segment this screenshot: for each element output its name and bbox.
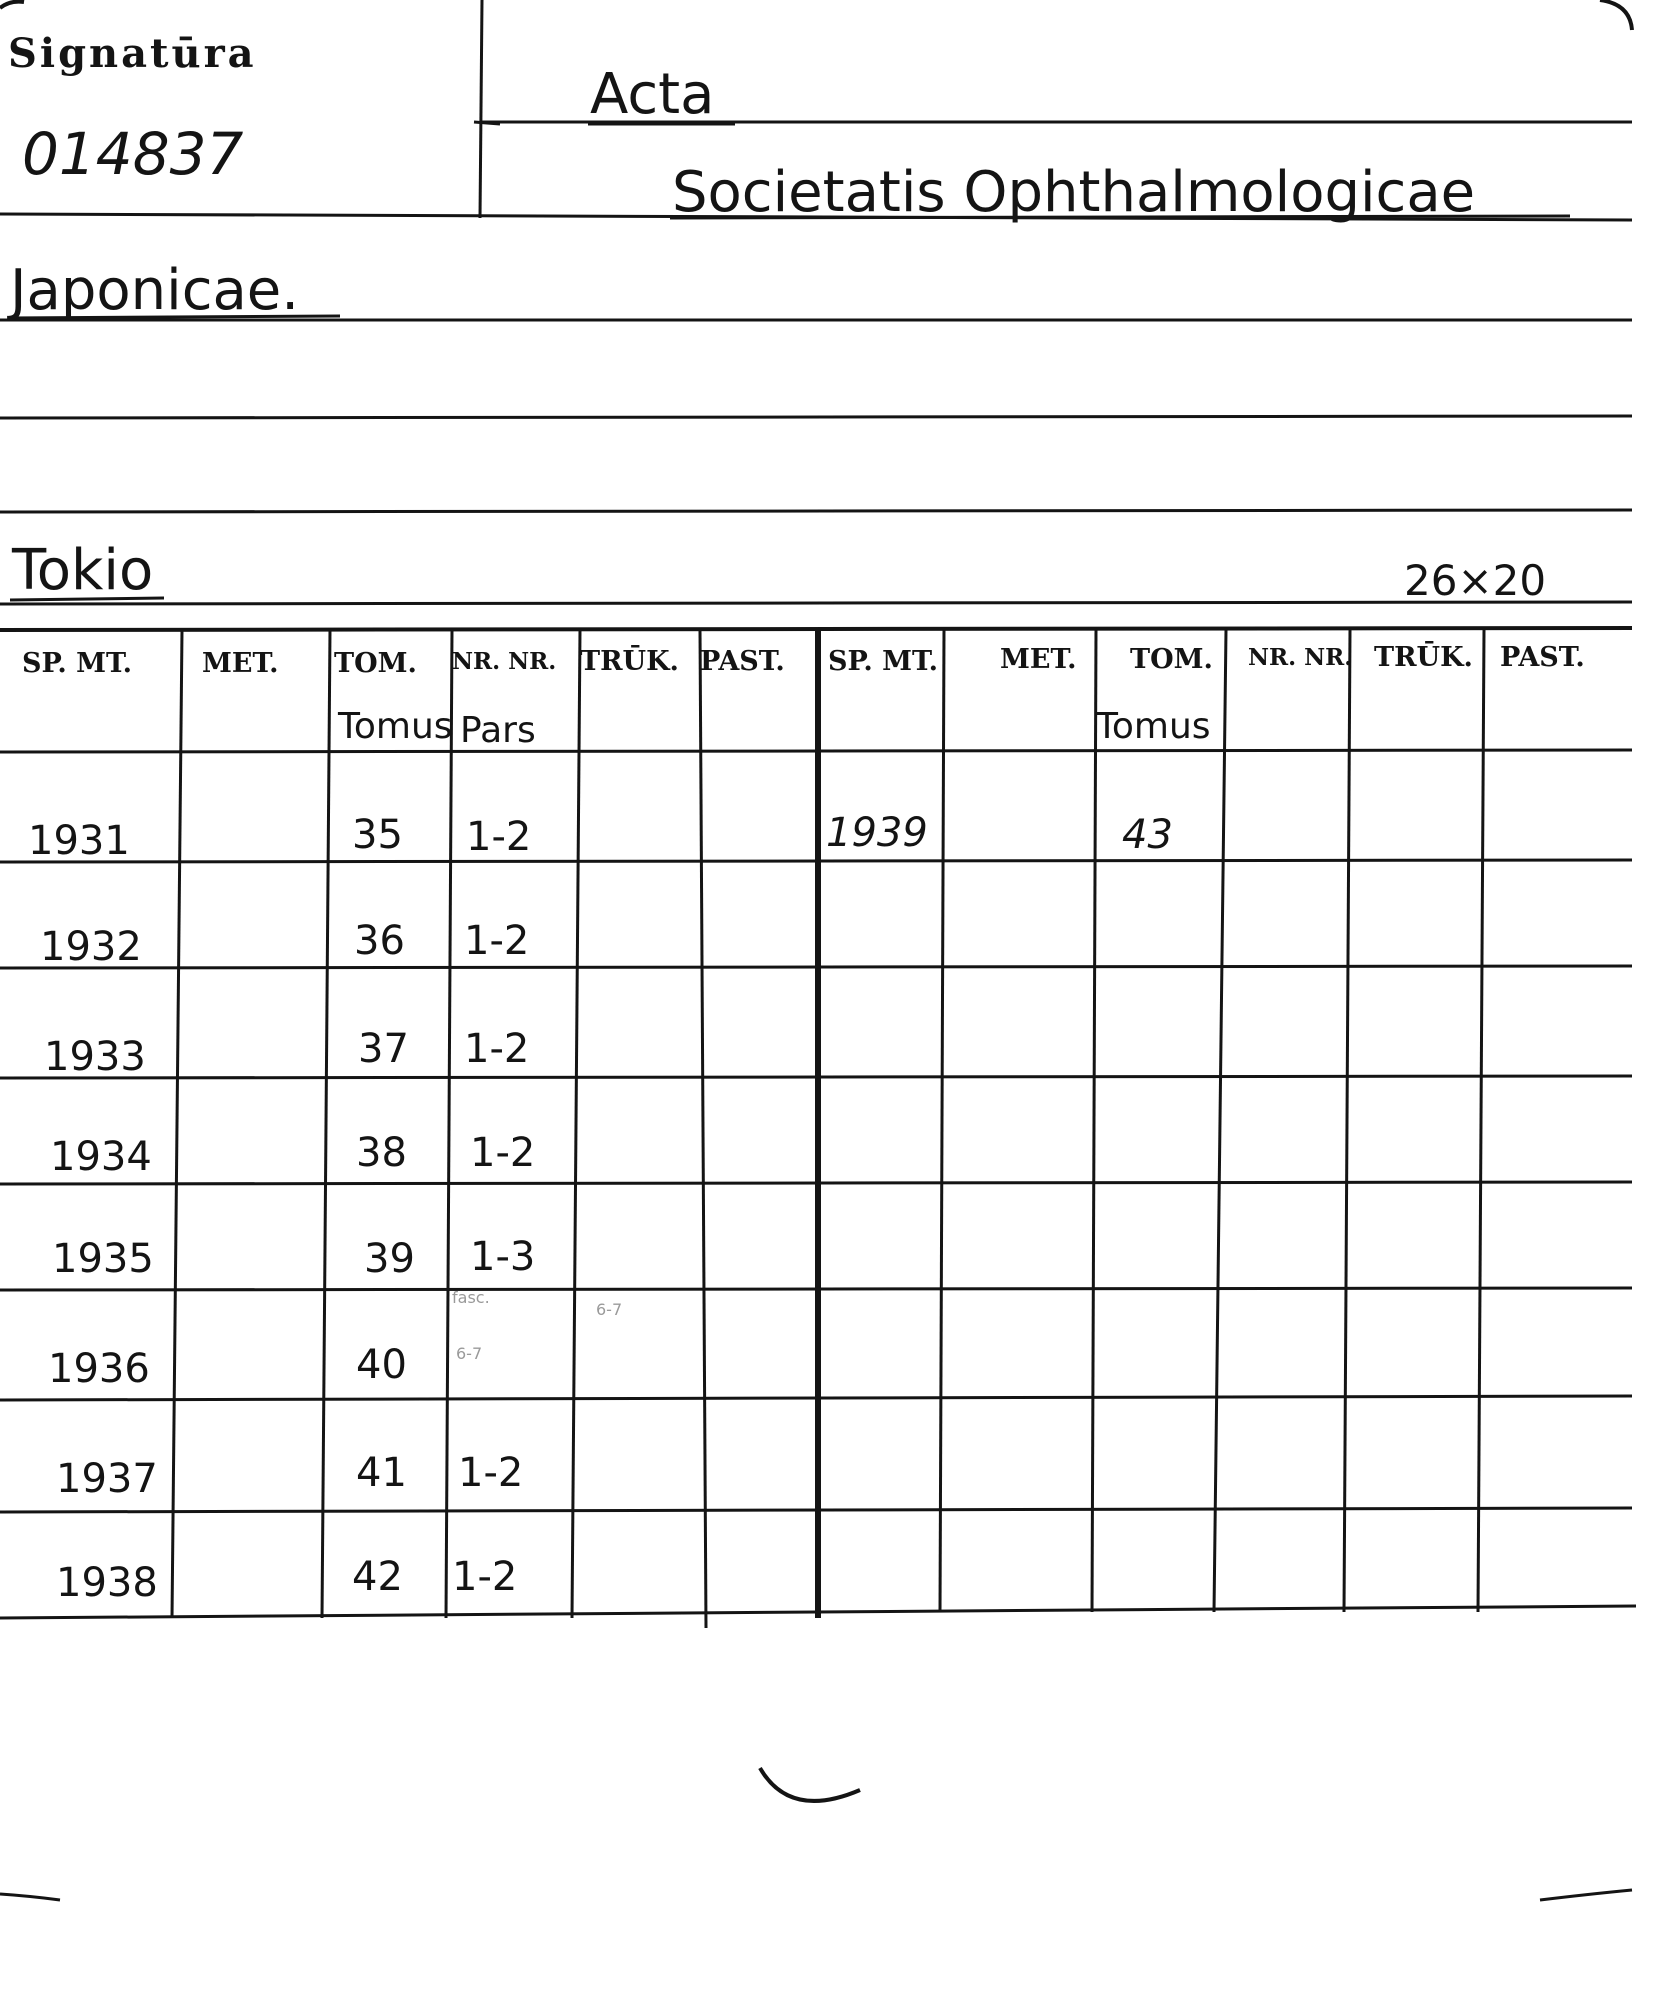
row-1933-nr: 1-2 (464, 1026, 530, 1072)
row-1938-year: 1938 (56, 1560, 158, 1606)
title-line-2: Societatis Ophthalmologicae (672, 160, 1476, 225)
row-1937-nr: 1-2 (458, 1450, 524, 1496)
place-of-publication: Tokio (12, 538, 154, 603)
row-1937-year: 1937 (56, 1456, 158, 1502)
left-header-nr-nr: NR. NR. (452, 648, 557, 675)
row-1936-nr-note-2: 6-7 (456, 1344, 483, 1363)
right-header-tom: TOM. (1130, 644, 1213, 675)
row-1935-year: 1935 (52, 1236, 154, 1282)
right-header-truk: TRŪK. (1374, 642, 1473, 673)
left-header-sp-mt: SP. MT. (22, 648, 133, 679)
left-header-tom: TOM. (334, 648, 417, 679)
right-header-met: MET. (1000, 644, 1077, 675)
left-subheader-tomus: Tomus (338, 706, 453, 747)
row-1936-tom: 40 (356, 1342, 407, 1388)
left-header-past: PAST. (700, 646, 785, 677)
signature-label: Signatūra (8, 30, 257, 77)
left-header-met: MET. (202, 648, 279, 679)
row-1938-tom: 42 (352, 1554, 403, 1600)
row-1936-year: 1936 (48, 1346, 150, 1392)
row-1936-nr-note: fasc. (452, 1288, 490, 1307)
left-subheader-pars: Pars (460, 710, 536, 751)
right-header-nr-nr: NR. NR. (1248, 644, 1353, 671)
row-1939-year: 1939 (826, 810, 928, 856)
row-1938-nr: 1-2 (452, 1554, 518, 1600)
right-header-past: PAST. (1500, 642, 1585, 673)
row-1931-year: 1931 (28, 818, 130, 864)
row-1932-tom: 36 (354, 918, 405, 964)
row-1935-tom: 39 (364, 1236, 415, 1282)
row-1934-nr: 1-2 (470, 1130, 536, 1176)
right-header-sp-mt: SP. MT. (828, 646, 939, 677)
title-line-1: Acta (590, 62, 715, 127)
row-1931-tom: 35 (352, 812, 403, 858)
row-1934-year: 1934 (50, 1134, 152, 1180)
signature-number: 014837 (22, 120, 244, 188)
row-1931-nr: 1-2 (466, 814, 532, 860)
format-size: 26×20 (1404, 556, 1547, 605)
right-subheader-tomus: Tomus (1096, 706, 1211, 747)
row-1933-tom: 37 (358, 1026, 409, 1072)
row-1939-tom: 43 (1122, 812, 1173, 858)
row-1935-nr: 1-3 (470, 1234, 536, 1280)
row-1937-tom: 41 (356, 1450, 407, 1496)
row-1932-nr: 1-2 (464, 918, 530, 964)
row-1936-truk-note: 6-7 (596, 1300, 623, 1319)
title-line-3: Japonicae. (10, 258, 300, 323)
row-1933-year: 1933 (44, 1034, 146, 1080)
left-header-truk: TRŪK. (580, 646, 679, 677)
row-1934-tom: 38 (356, 1130, 407, 1176)
row-1932-year: 1932 (40, 924, 142, 970)
